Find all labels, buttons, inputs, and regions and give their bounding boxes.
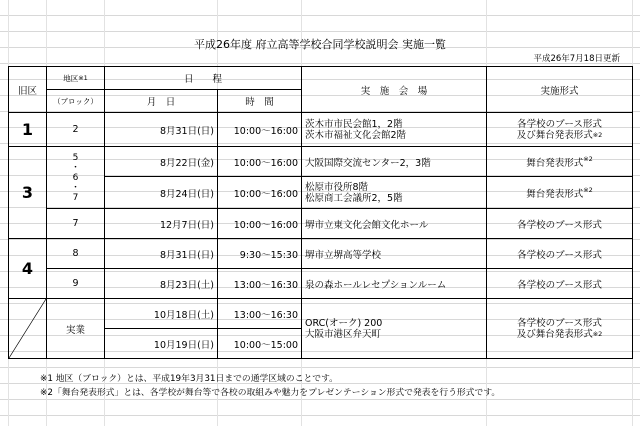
time-cell: 10:00～16:00: [218, 209, 302, 239]
date-cell: 8月31日(日): [105, 113, 218, 147]
venue-cell: 大阪国際交流センター2，3階: [302, 147, 487, 177]
schedule-table: [8, 66, 633, 359]
date-cell: 8月23日(土): [105, 269, 218, 299]
footnotes: [40, 372, 500, 400]
time-cell: 10:00～16:00: [218, 113, 302, 147]
time-cell: 10:00～15:00: [218, 329, 302, 359]
table-row: [9, 147, 633, 177]
header-region: 地区※1: [47, 67, 105, 90]
format-cell: 各学校のブース形式: [487, 209, 633, 239]
table-row: [9, 269, 633, 299]
diagonal-slash: [9, 299, 46, 358]
header-region-sub: （ブロック）: [47, 90, 105, 113]
venue-cell: ORC(オーク) 200 大阪市港区弁天町: [302, 299, 487, 359]
time-cell: 13:00～16:30: [218, 299, 302, 329]
updated-date: 平成26年7月18日更新: [533, 54, 620, 64]
region-cell: 実業: [47, 299, 105, 359]
time-cell: 9:30～15:30: [218, 239, 302, 269]
date-cell: 8月22日(金): [105, 147, 218, 177]
old-region-cell: 1: [9, 113, 47, 147]
footnote-1: ※1 地区（ブロック）とは、平成19年3月31日までの通学区域のことです。: [40, 374, 338, 384]
venue-cell: 堺市立東文化会館文化ホール: [302, 209, 487, 239]
gridline-row: [0, 31, 640, 32]
header-format: 実施形式: [487, 67, 633, 113]
page-title: 平成26年度 府立高等学校合同学校説明会 実施一覧: [194, 38, 446, 51]
table-row: [9, 113, 633, 147]
format-cell: 各学校のブース形式: [487, 239, 633, 269]
header-schedule: 日 程: [105, 67, 302, 90]
header-old-region: 旧区: [9, 67, 47, 113]
format-cell: 舞台発表形式$^{※2}$: [487, 147, 633, 177]
footnote-2: ※2「舞台発表形式」とは、各学校が舞台等で各校の取組みや魅力をプレゼンテーション形式で発表を行う形式です。: [40, 388, 501, 398]
venue-cell: 泉の森ホールレセプションルーム: [302, 269, 487, 299]
time-cell: 13:00～16:30: [218, 269, 302, 299]
header-venue: 実 施 会 場: [302, 67, 487, 113]
time-cell: 10:00～16:00: [218, 177, 302, 209]
venue-cell: 堺市立堺高等学校: [302, 239, 487, 269]
old-region-cell: 3: [9, 147, 47, 239]
table-row: [9, 209, 633, 239]
format-cell: 各学校のブース形式: [487, 269, 633, 299]
region-cell: 7: [47, 209, 105, 239]
region-cell: 5 ・ 6 ・ 7: [47, 147, 105, 209]
old-region-diagonal-cell: [9, 299, 47, 359]
time-cell: 10:00～16:00: [218, 147, 302, 177]
date-cell: 8月24日(日): [105, 177, 218, 209]
date-cell: 10月18日(土): [105, 299, 218, 329]
region-cell: 9: [47, 269, 105, 299]
old-region-cell: 4: [9, 239, 47, 299]
header-time: 時 間: [218, 90, 302, 113]
gridline-row: [0, 367, 640, 368]
date-cell: 8月31日(日): [105, 239, 218, 269]
table-row: [9, 239, 633, 269]
region-cell: 8: [47, 239, 105, 269]
header-date: 月 日: [105, 90, 218, 113]
venue-cell: 松原市役所8階 松原商工会議所2，5階: [302, 177, 487, 209]
table-row: [9, 299, 633, 329]
region-cell: 2: [47, 113, 105, 147]
date-cell: 10月19日(日): [105, 329, 218, 359]
header-row-1: [9, 67, 633, 90]
gridline-row: [0, 15, 640, 16]
format-cell: 各学校のブース形式 及び舞台発表形式$^{※2}$: [487, 299, 633, 359]
date-cell: 12月7日(日): [105, 209, 218, 239]
format-cell: 各学校のブース形式 及び舞台発表形式$^{※2}$: [487, 113, 633, 147]
gridline-row: [0, 415, 640, 416]
format-cell: 舞台発表形式$^{※2}$: [487, 177, 633, 209]
venue-cell: 茨木市市民会館1，2階 茨木市福祉文化会館2階: [302, 113, 487, 147]
